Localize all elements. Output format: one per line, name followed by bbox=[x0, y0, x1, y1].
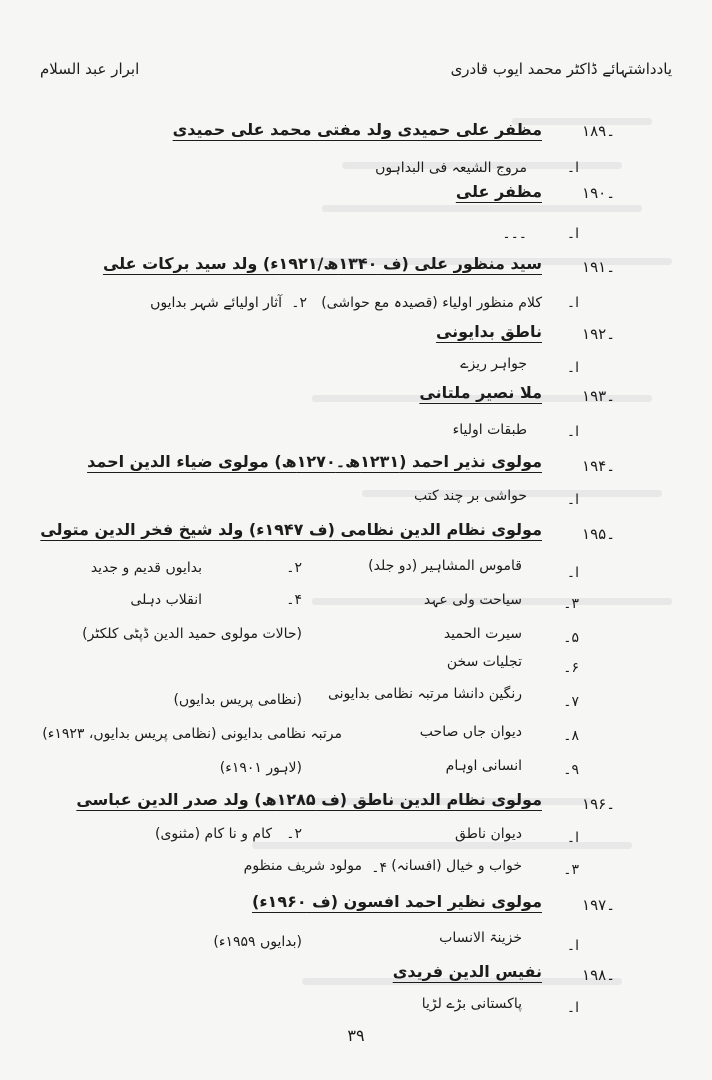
item-title: حواشی بر چند کتب bbox=[413, 488, 527, 504]
running-header-author: ابرار عبد السلام bbox=[40, 60, 140, 78]
item-title: آثار اولیائے شہر بدایوں bbox=[150, 295, 282, 311]
entry-title: مظفر علی bbox=[455, 182, 542, 201]
entry-number: ۱۹۳۔ bbox=[582, 387, 615, 405]
item-title: قاموس المشاہیر (دو جلد) bbox=[368, 558, 522, 574]
item-number: ۶۔ bbox=[563, 660, 579, 676]
item-title: کام و نا کام (مثنوی) bbox=[155, 826, 272, 842]
entry-number: ۱۹۰۔ bbox=[582, 184, 615, 202]
item-number: ا۔ bbox=[566, 830, 579, 846]
entry-number: ۱۹۲۔ bbox=[582, 325, 615, 343]
page-number: ۳۹ bbox=[347, 1026, 365, 1045]
item-note: مرتبہ نظامی بدایونی (نظامی پریس بدایوں، ۱۹۲۳ء) bbox=[42, 726, 342, 742]
item-number: ا۔ bbox=[566, 360, 579, 376]
item-number: ۳۔ bbox=[563, 862, 579, 878]
item-number: ۳۔ bbox=[563, 596, 579, 612]
item-number: ۵۔ bbox=[563, 630, 579, 646]
item-number: ا۔ bbox=[566, 295, 579, 311]
item-title: جواہر ریزے bbox=[460, 356, 527, 372]
item-title: خواب و خیال (افسانہ) bbox=[391, 858, 522, 874]
entry-title: ناطق بدایونی bbox=[435, 322, 542, 341]
entry-title: سید منظور علی (ف ۱۳۴۰ھ/۱۹۲۱ء) ولد سید برکات علی bbox=[102, 254, 542, 273]
entry-number: ۱۹۶۔ bbox=[582, 795, 615, 813]
entry-number: ۱۹۴۔ bbox=[582, 457, 615, 475]
entry-number: ۱۹۸۔ bbox=[582, 966, 615, 984]
item-title: مولود شریف منظوم bbox=[243, 858, 362, 874]
item-number: ۹۔ bbox=[563, 762, 579, 778]
item-number: ا۔ bbox=[566, 226, 579, 242]
bleed-through-text bbox=[322, 205, 642, 212]
item-number: ا۔ bbox=[566, 565, 579, 581]
item-title: طبقات اولیاء bbox=[452, 422, 527, 438]
running-header-title: یادداشتہائے ڈاکٹر محمد ایوب قادری bbox=[450, 60, 672, 78]
item-title: دیوان ناطق bbox=[455, 826, 522, 842]
item-title: تجلیات سخن bbox=[446, 654, 522, 670]
entry-title: مولوی نظام الدین ناطق (ف ۱۲۸۵ھ) ولد صدر الدین عباسی bbox=[76, 790, 542, 809]
item-title: سیرت الحمید bbox=[443, 626, 522, 642]
entry-title: ملا نصیر ملتانی bbox=[419, 383, 542, 402]
entry-title: مولوی نذیر احمد (۱۲۳۱ھ۔۱۲۷۰ھ) مولوی ضیاء الدین احمد bbox=[87, 452, 542, 471]
item-title: خزینۃ الانساب bbox=[439, 930, 522, 946]
entry-title: مولوی نظیر احمد افسون (ف ۱۹۶۰ء) bbox=[252, 892, 542, 911]
item-number: ۸۔ bbox=[563, 728, 579, 744]
item-title: مروج الشیعہ فی البداہوں bbox=[375, 160, 527, 176]
item-number: ۷۔ bbox=[563, 694, 579, 710]
item-title: بدایوں قدیم و جدید bbox=[90, 560, 202, 576]
item-number: ۴۔ bbox=[286, 592, 302, 608]
item-title: رنگین دانشا مرتبہ نظامی بدایونی bbox=[327, 686, 522, 702]
item-title: دیوان جاں صاحب bbox=[419, 724, 522, 740]
item-title: انسانی اوہام bbox=[445, 758, 522, 774]
item-note: (حالات مولوی حمید الدین ڈپٹی کلکٹر) bbox=[82, 626, 302, 642]
item-title: سیاحت ولی عہد bbox=[423, 592, 522, 608]
entry-title: مولوی نظام الدین نظامی (ف ۱۹۴۷ء) ولد شیخ فخر الدین متولی bbox=[40, 520, 542, 539]
item-number: ا۔ bbox=[566, 424, 579, 440]
item-note: (نظامی پریس بدایوں) bbox=[173, 692, 302, 708]
item-title: پاکستانی بڑے لڑیا bbox=[421, 996, 522, 1012]
entry-title: مظفر علی حمیدی ولد مفتی محمد علی حمیدی bbox=[172, 120, 542, 139]
entry-number: ۱۹۱۔ bbox=[582, 258, 615, 276]
item-note: (لاہور ۱۹۰۱ء) bbox=[219, 760, 302, 776]
item-number: ۲۔ bbox=[291, 295, 307, 311]
item-number: ا۔ bbox=[566, 938, 579, 954]
item-number: ۲۔ bbox=[286, 560, 302, 576]
entry-number: ۱۹۵۔ bbox=[582, 525, 615, 543]
entry-number: ۱۹۷۔ bbox=[582, 896, 615, 914]
item-title: کلام منظور اولیاء (قصیدہ مع حواشی) bbox=[321, 295, 542, 311]
item-title: انقلاب دہلی bbox=[130, 592, 202, 608]
item-number: ۲۔ bbox=[286, 826, 302, 842]
item-number: ا۔ bbox=[566, 1000, 579, 1016]
entry-title: نفیس الدین فریدی bbox=[392, 962, 542, 981]
item-number: ا۔ bbox=[566, 160, 579, 176]
item-number: ا۔ bbox=[566, 492, 579, 508]
item-number: ۴۔ bbox=[371, 860, 387, 876]
item-title: ۔۔۔ bbox=[502, 226, 527, 242]
item-note: (بدایوں ۱۹۵۹ء) bbox=[213, 934, 302, 950]
entry-number: ۱۸۹۔ bbox=[582, 122, 615, 140]
